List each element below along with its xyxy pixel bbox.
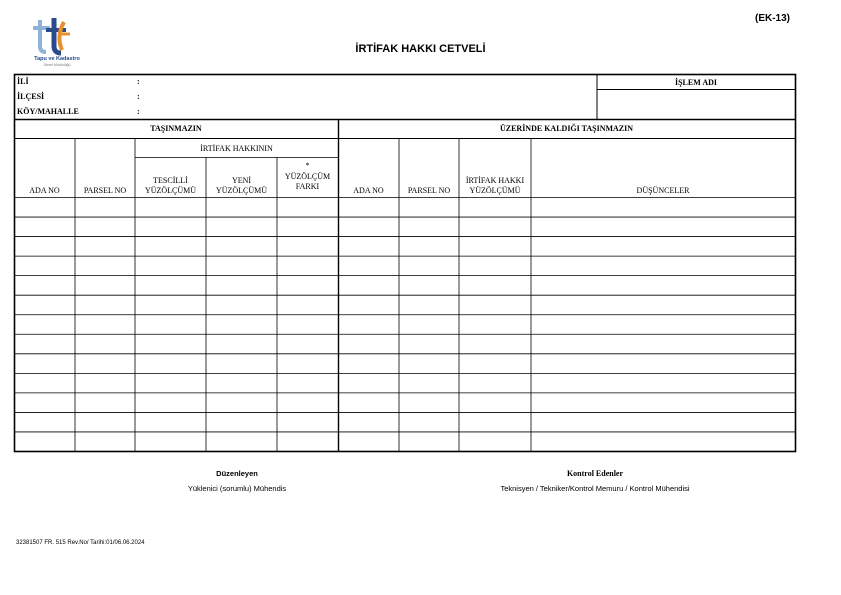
col-parsel-no: PARSEL NO (83, 186, 127, 195)
col-fark-2: FARKI (295, 182, 320, 191)
logo-text: Tapu ve Kadastro (34, 56, 80, 62)
form-footer-code: 32381507 FR. 515 Rev.No/ Tarihi:01/06.06.2024 (16, 540, 145, 546)
col-r-ada-no: ADA NO (353, 186, 384, 195)
col-fark-star: * (305, 161, 310, 170)
col-r-irtifak-2: YÜZÖLÇÜMÜ (469, 186, 521, 195)
irtifak-group-header: İRTİFAK HAKKININ (200, 144, 273, 153)
col-yeni-1: YENİ (231, 176, 252, 185)
col-tescilli-1: TESCİLLİ (153, 176, 188, 185)
duzenleyen-title: Düzenleyen (216, 469, 258, 478)
col-ada-no: ADA NO (29, 186, 60, 195)
logo-subtext: Genel Müdürlüğü (43, 63, 71, 67)
kontrol-edenler-title: Kontrol Edenler (566, 469, 624, 478)
ilce-label: İLÇESİ (17, 92, 45, 101)
kontrol-edenler-sub: Teknisyen / Tekniker/Kontrol Memuru / Kontrol Mühendisi (500, 484, 690, 493)
section-tasinmazin: TAŞINMAZIN (150, 124, 202, 133)
koy-colon: : (137, 107, 140, 116)
col-fark-1: YÜZÖLÇÜM (284, 172, 331, 181)
ilce-colon: : (137, 92, 140, 101)
section-uzerinde-kaldigi: ÜZERİNDE KALDIĞI TAŞINMAZIN (499, 124, 634, 133)
col-r-parsel-no: PARSEL NO (407, 186, 451, 195)
duzenleyen-sub: Yüklenici (sorumlu) Mühendis (187, 484, 287, 493)
col-r-irtifak-1: İRTİFAK HAKKI (465, 176, 525, 185)
col-yeni-2: YÜZÖLÇÜMÜ (215, 186, 268, 195)
col-tescilli-2: YÜZÖLÇÜMÜ (144, 186, 197, 195)
il-colon: : (137, 77, 140, 86)
page-title: İRTİFAK HAKKI CETVELİ (355, 43, 486, 55)
annex-number: (EK-13) (755, 13, 791, 24)
col-dusunceler: DÜŞÜNCELER (636, 186, 690, 195)
islem-adi-label: İŞLEM ADI (674, 78, 717, 87)
il-label: İLİ (17, 77, 29, 86)
koy-mahalle-label: KÖY/MAHALLE (17, 107, 79, 116)
